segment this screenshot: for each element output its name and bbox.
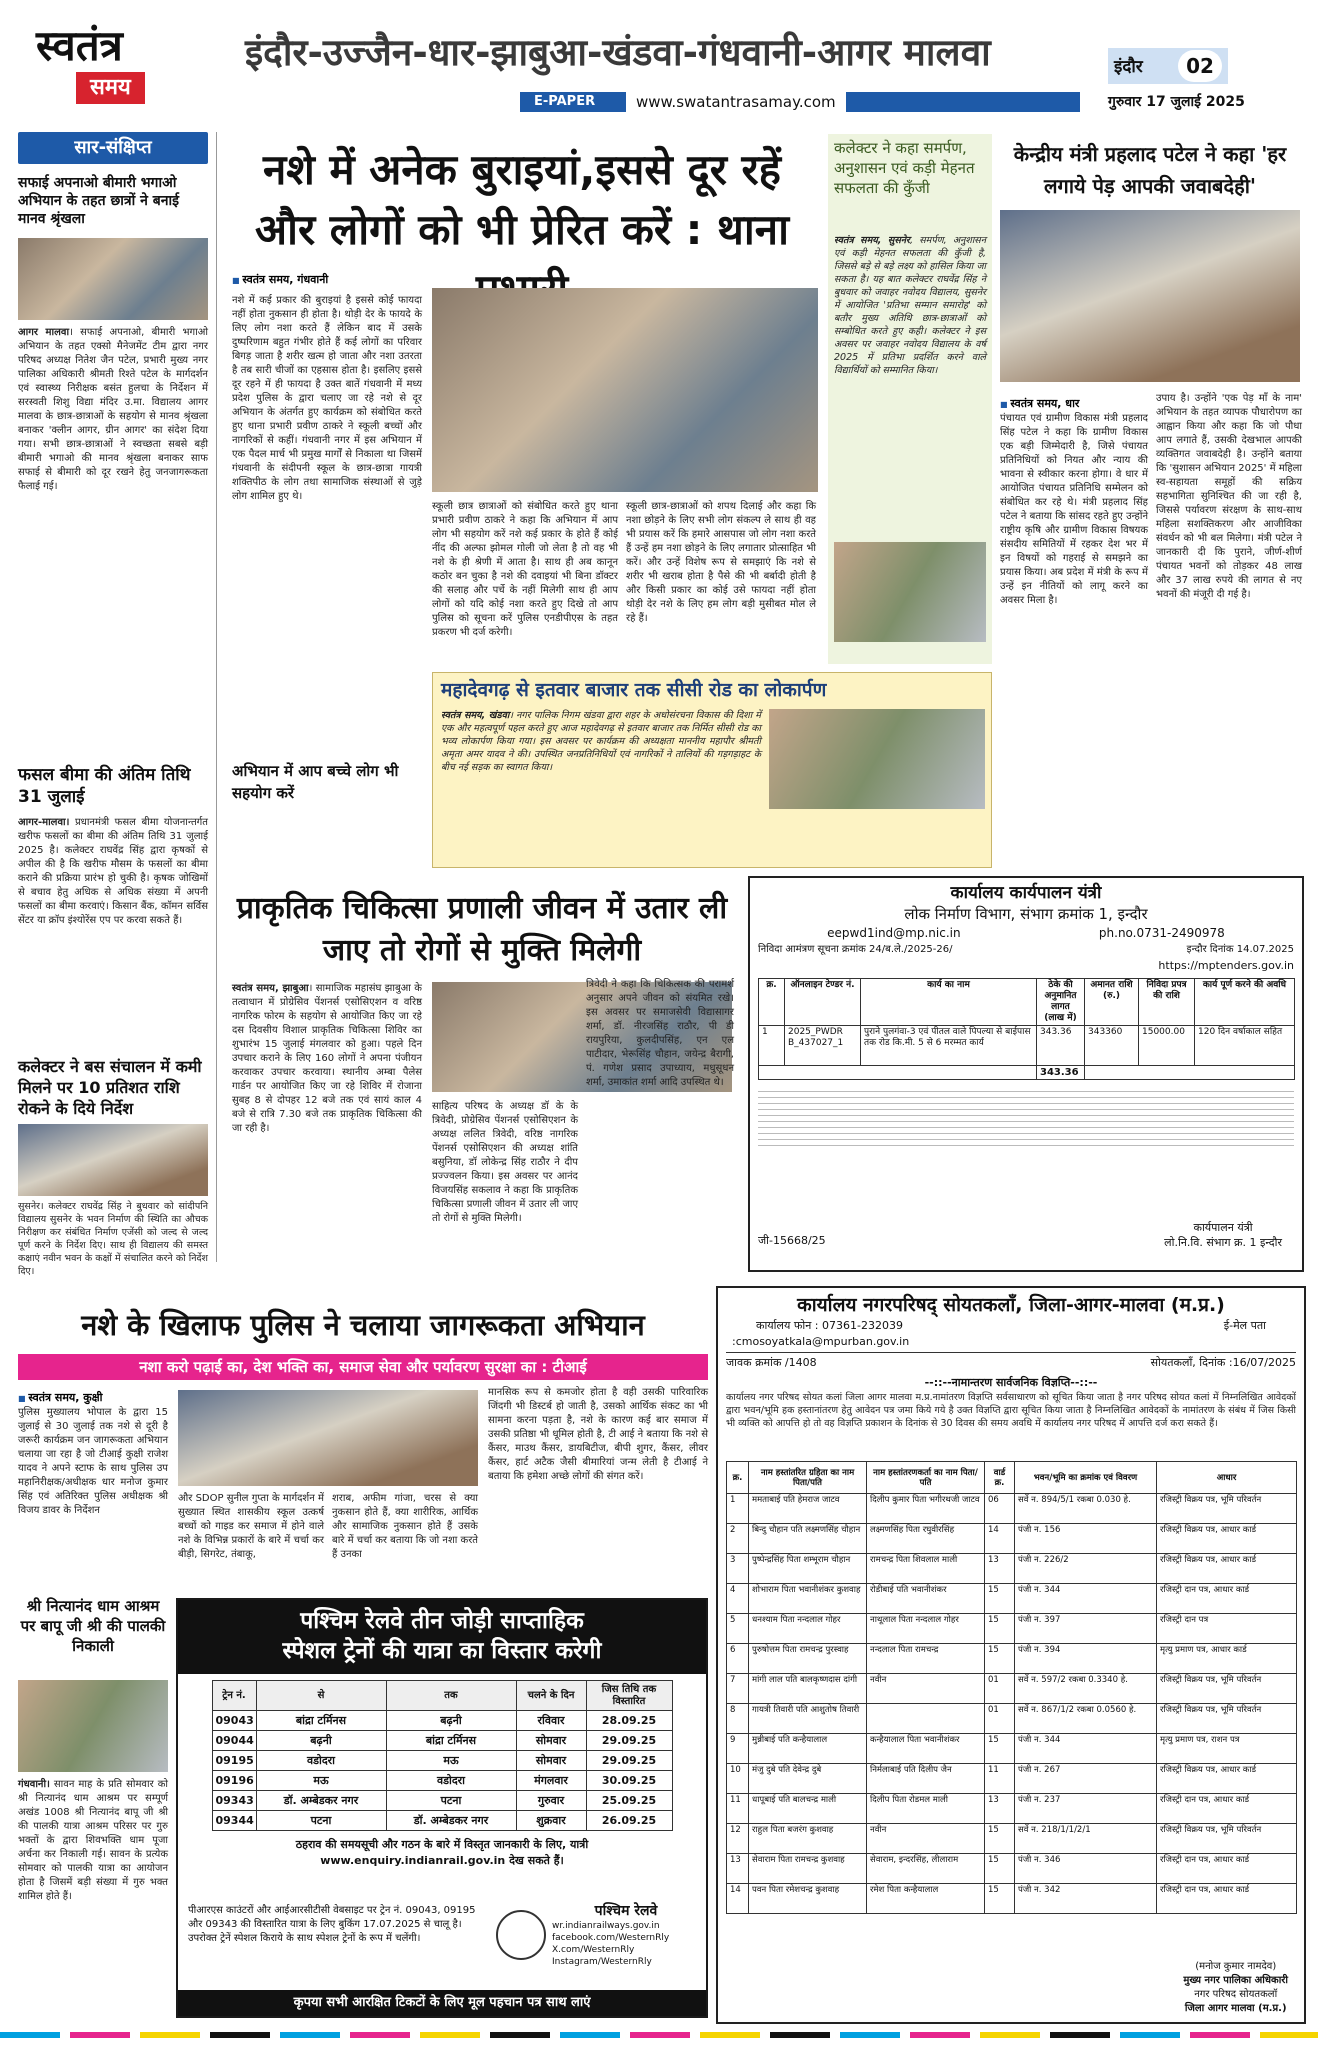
tender-cell: 1 bbox=[759, 1026, 785, 1066]
tender-col-header: क्र. bbox=[759, 979, 785, 1026]
nagar-cell: मुन्नीबाई पति कन्हैयालाल bbox=[749, 1734, 867, 1764]
nagar-cell: 13 bbox=[985, 1554, 1015, 1584]
nagar-cell: सर्वे न. 597/2 रकबा 0.3340 हे. bbox=[1015, 1674, 1157, 1704]
railway-row bbox=[212, 1791, 672, 1811]
nature-col1 bbox=[232, 982, 422, 1282]
nagar-cell: 14 bbox=[727, 1884, 749, 1914]
railway-cell: 09344 bbox=[212, 1811, 256, 1831]
tender-fine-print bbox=[758, 1086, 1294, 1148]
railway-col-header: ट्रेन नं. bbox=[212, 1681, 256, 1711]
railway-cell: 29.09.25 bbox=[586, 1731, 672, 1751]
police-photo bbox=[178, 1390, 478, 1486]
collector-photo bbox=[834, 542, 986, 642]
nagar-cell: पवन पिता रमेशचन्द्र कुशवाह bbox=[749, 1884, 867, 1914]
nagar-cell: शोभाराम पिता भवानीशंकर कुशवाह bbox=[749, 1584, 867, 1614]
brief-2-lead: आगर-मालवा। bbox=[18, 817, 70, 828]
railway-row bbox=[212, 1731, 672, 1751]
railway-cell: डॉ. अम्बेडकर नगर bbox=[256, 1791, 386, 1811]
nagar-cell: धनश्याम पिता नन्दलाल गोहर bbox=[749, 1614, 867, 1644]
nagar-row bbox=[727, 1614, 1297, 1644]
nagar-cell: रजिस्ट्री दान पत्र, आधार कार्ड bbox=[1157, 1884, 1297, 1914]
brief-1-photo bbox=[18, 238, 208, 320]
tender-signature bbox=[1164, 1220, 1282, 1250]
section-header: सार-संक्षिप्त bbox=[18, 132, 208, 164]
tender-col-header: कार्य पूर्ण करने की अवधि bbox=[1195, 979, 1295, 1026]
nagar-cell: नाथूलाल पिता नन्दलाल गोहर bbox=[867, 1614, 985, 1644]
nagar-cell: 15 bbox=[985, 1614, 1015, 1644]
nagar-cell: 2 bbox=[727, 1524, 749, 1554]
nagar-cell: रजिस्ट्री दान पत्र, आधार कार्ड bbox=[1157, 1584, 1297, 1614]
collector-text: समर्पण, अनुशासन एवं कड़ी मेहनत सफलता की कुँजी है, जिससे बड़े से बड़े लक्ष्य को हासिल किया जा सकता है। यह बात कलेक्टर राघवेंद्र सिंह ने बुधवार को जवाहर नवोदय विद्यालय, सुसनेर में आयोजित 'प्रतिभा सम्मान समारोह' को बतौर मुख्य अतिथि छात्र-छात्राओं को सम्बोधित करते हुए कही। कलेक्टर ने इस अवसर पर जवाहर नवोदय विद्यालय के वर्ष 2025 में प्रतिभा प्रदर्शित करने वाले विद्यार्थियों को सम्मानित किया। bbox=[834, 235, 986, 376]
column-divider bbox=[216, 132, 217, 1262]
nagar-row bbox=[727, 1734, 1297, 1764]
nature-col3: त्रिवेदी ने कहा कि चिकित्सक की परामर्श अनुसार अपने जीवन को संयमित रखे। इस अवसर पर समाजसेवी विद्यासागर शर्मा, डॉ. नीरजसिंह राठौर, पी डी रायपुरिया, कुलदीपसिंह, एन एल पाटीदार, भेरूसिंह चौहान, जयेन्द्र बैरागी, पं. गणेश प्रसाद उपाध्याय, मधुसूधन शर्मा, उमाकांत शर्मा आदि उपस्थित थे। bbox=[586, 979, 734, 1088]
nagar-email-label: ई-मेल पता bbox=[1223, 1319, 1266, 1332]
nagar-cell: पंजी न. 397 bbox=[1015, 1614, 1157, 1644]
nagar-cell: 8 bbox=[727, 1704, 749, 1734]
nagar-cell: 01 bbox=[985, 1704, 1015, 1734]
nagar-row bbox=[727, 1674, 1297, 1704]
railway-cell: 25.09.25 bbox=[586, 1791, 672, 1811]
nagar-table bbox=[726, 1461, 1297, 1914]
nagar-cell: रजिस्ट्री विक्रय पत्र, भूमि परिवर्तन bbox=[1157, 1494, 1297, 1524]
tender-col-header: निविदा प्रपत्र की राशि bbox=[1139, 979, 1195, 1026]
nagar-col-header: आधार bbox=[1157, 1462, 1297, 1494]
railway-col-header: से bbox=[256, 1681, 386, 1711]
nagar-phone: कार्यालय फोन : 07361-232039 bbox=[756, 1319, 903, 1332]
masthead bbox=[0, 0, 1318, 118]
nagar-row bbox=[727, 1764, 1297, 1794]
palki-lead: गंधवानी। bbox=[18, 1779, 50, 1790]
collector-title: कलेक्टर ने कहा समर्पण, अनुशासन एवं कड़ी मेहनत सफलता की कुँजी bbox=[834, 139, 975, 197]
nagar-date: सोयतकलाँ, दिनांक :16/07/2025 bbox=[1150, 1356, 1296, 1369]
railway-cell: 26.09.25 bbox=[586, 1811, 672, 1831]
railway-social-1[interactable]: facebook.com/WesternRly bbox=[552, 1933, 670, 1943]
tender-notice bbox=[748, 876, 1304, 1272]
collector-byline: स्वतंत्र समय, सुसनेर bbox=[834, 235, 910, 246]
nagar-cell: लक्ष्मणसिंह पिता रघुवीरसिंह bbox=[867, 1524, 985, 1554]
nagar-col-header: भवन/भूमि का क्रमांक एवं विवरण bbox=[1015, 1462, 1157, 1494]
right-photo bbox=[1000, 210, 1300, 382]
nagar-row bbox=[727, 1884, 1297, 1914]
railway-cell: 09343 bbox=[212, 1791, 256, 1811]
main-photo bbox=[432, 288, 818, 492]
railway-note: ठहराव की समयसूची और गठन के बारे में विस्तृत जानकारी के लिए, यात्री www.enquiry.indianrail.gov.in देख सकते हैं। bbox=[295, 1838, 589, 1867]
nagar-cell bbox=[867, 1704, 985, 1734]
brief-1-title: सफाई अपनाओ बीमारी भगाओ अभियान के तहत छात्रों ने बनाई मानव श्रृंखला bbox=[18, 175, 180, 227]
nature-text-1: । सामाजिक महासंघ झाबुआ के तत्वाधान में प्रोग्रेसिव पेंशनर्स एसोसिएशन व वरिष्ठ नागरिक फोरम के सहयोग से आयोजित किए जा रहे दस दिवसीय विशाल प्राकृतिक चिकित्सा शिविर का शुभारंभ 15 जुलाई मंगलवार को हुआ। पहले दिन उपचार कराने के लिए 160 लोगों ने अपना पंजीयन करवाकर उपचार करवाया। स्थानीय अम्बा पैलेस गार्डन पर आयोजित किए जा रहे शिविर में रोजाना सुबह 8 से दोपहर 12 बजे तक एवं सायं काल 4 बजे से रात्रि 7.30 बजे तक प्राकृतिक चिकित्सा की जा रही है। bbox=[232, 983, 422, 1134]
main-col1: नशे में कई प्रकार की बुराइयां है इससे कोई फायदा नहीं होता नुकसान ही होता है। थोड़ी देर के फायदे के लिए लोग नशा करते हैं लेकिन बाद में उसके दुष्परिणाम बहुत गंभीर होते हैं कई लोगों का परिवार बिगड़ जाता है शरीर खत्म हो जाता और नशा उतरता है तब सारी चीजों का एहसास होता है। इसलिए इससे दूर रहने में ही फायदा है उक्त बातें गंधवानी में मध्य प्रदेश पुलिस के द्वारा चलाए जा रहे नशे से दूर अभियान के अंतर्गत हुए कार्यक्रम को संबोधित करते हुए थाना प्रभारी प्रवीण ठाकरे ने स्कूली बच्चों और नागरिकों से कहीं। गंधवानी नगर में इस अभियान में एक पैदल मार्च भी प्रमुख मार्गों से निकाला था जिसमें गंधवानी के संदीपनी स्कूल के छात्र-छात्रा गायत्री शक्तिपीठ के लोग तथा सामाजिक संस्थाओं से जुड़े लोग शामिल हुए थे। bbox=[232, 295, 422, 502]
nagar-notice-title: --::--नामान्तरण सार्वजनिक विज्ञप्ति--::-- bbox=[924, 1376, 1098, 1389]
tender-sign-1: कार्यपालन यंत्री bbox=[1193, 1221, 1253, 1234]
railway-footer: कृपया सभी आरक्षित टिकटों के लिए मूल पहचान पत्र साथ लाएं bbox=[178, 1990, 706, 2016]
nagar-cell: निर्मलाबाई पति दिलीप जैन bbox=[867, 1764, 985, 1794]
police-headline: नशे के खिलाफ पुलिस ने चलाया जागरूकता अभियान bbox=[81, 1308, 645, 1342]
nagar-cell: 15 bbox=[985, 1734, 1015, 1764]
tender-sign-2: लो.नि.वि. संभाग क्र. 1 इन्दौर bbox=[1164, 1236, 1282, 1249]
logo-bottom: समय bbox=[76, 72, 145, 104]
nagar-intro: कार्यालय नगर परिषद सोयत कलां जिला आगर मालवा म.प्र.नामांतरण विज्ञप्ति सर्वसाधारण को सूचित किया जाता है नगर परिषद सोयत कलां में निम्नलिखित आवेदकों द्वारा भवन/भूमि हक हस्तानांतरण हेतु आवेदन पत्र जमा किये गये है उक्त विज्ञप्ति द्वारा सूचित किया जाता है निम्नलिखित आवेदकों के नामांतरण के संबंध में जिस किसी भी व्यक्ति को आपत्ति हो तो वह विज्ञप्ति प्रकाशन के दिनांक से 30 दिवस की समय अवधि में कार्यालय नगर परिषद में आपत्ति दर्ज करा सकते हैं। bbox=[726, 1392, 1296, 1429]
nagar-cell: रजिस्ट्री दान पत्र, आधार कार्ड bbox=[1157, 1854, 1297, 1884]
nagar-cell: सेवाराम, इन्दरसिंह, लीलाराम bbox=[867, 1854, 985, 1884]
main-col2: स्कूली छात्र छात्राओं को संबोधित करते हुए थाना प्रभारी प्रवीण ठाकरे ने कहा कि अभियान में आप लोग भी सहयोग करें नशे कई प्रकार के होते हैं कोई नींद की अल्फा झोमल गोली जो लेता है तो वह भी नशे के ही श्रेणी में आता है। साथ ही अब कानून कठोर बन चुका है नशे की दवाइयां भी बिना डॉक्टर की सलाह और पर्चे के नहीं मिलेगी साथ ही आप लोगों को यदि कोई नशा करते हुए दिखे तो आप पुलिस को सूचना करें पुलिस एनडीपीएस के तहत प्रकरण भी दर्ज करेगी। bbox=[432, 501, 618, 638]
nagar-row bbox=[727, 1584, 1297, 1614]
railway-cell: रविवार bbox=[516, 1711, 586, 1731]
nagar-cell: रमेश पिता कन्हैयालाल bbox=[867, 1884, 985, 1914]
railway-cell: पटना bbox=[386, 1791, 516, 1811]
nagar-cell: 15 bbox=[985, 1884, 1015, 1914]
tender-notice-no: निविदा आमंत्रण सूचना क्रमांक 24/ब.ले./2025-26/ bbox=[758, 944, 953, 955]
nagar-row bbox=[727, 1644, 1297, 1674]
issue-date: गुरुवार 17 जुलाई 2025 bbox=[1108, 94, 1245, 110]
brief-1-text: । सफाई अपनाओ, बीमारी भगाओ अभियान के तहत एक्सो मैनेजमेंट टीम द्वारा नगर परिषद अध्यक्ष नितेश जैन पटेल, प्रभारी मुख्य नगर पालिका अधिकारी श्रीमती रिश्ते पटेल के मार्गदर्शन एवं स्वास्थ्य निरीक्षक बसंत हुलचा के निर्देशन में सरस्वती शिशु विद्या मंदिर उ.मा. विद्यालय आगर मालवा के छात्र-छात्राओं के सहयोग से मानव श्रृंखला बनाकर 'क्लीन आगर, ग्रीन आगर' का संदेश दिया गया। सभी छात्र-छात्राओं ने स्वच्छता सबसे बड़ी बीमारी भगाओ की मानव श्रृंखला बनाकर साफ सफाई से बीमारी को दूर रखने हेतु जनजागरूकता फैलाई गई। bbox=[18, 327, 208, 492]
road-title: महादेवगढ़ से इतवार बाजार तक सीसी रोड का लोकार्पण bbox=[441, 679, 827, 701]
page-number: 02 bbox=[1178, 50, 1222, 82]
nagar-ref: जावक क्रमांक /1408 bbox=[726, 1356, 817, 1369]
nagar-row bbox=[727, 1704, 1297, 1734]
tender-col-header: ठेके की अनुमानित लागत (लाख में) bbox=[1037, 979, 1085, 1026]
nagar-cell: रोडीबाई पति भवानीशंकर bbox=[867, 1584, 985, 1614]
railway-booking: पीआरएस काउंटरों और आईआरसीटीसी वेबसाइट पर ट्रेन नं. 09043, 09195 और 09343 की विस्तारित यात्रा के लिए बुकिंग 17.07.2025 से चालू है। उपरोक्त ट्रेनें स्पेशल किराये के साथ स्पेशल ट्रेनों के रूप में चलेंगी। bbox=[188, 1905, 476, 1944]
railway-table bbox=[212, 1680, 673, 1831]
tender-phone: ph.no.0731-2490978 bbox=[1098, 926, 1225, 940]
tender-ref-row bbox=[758, 942, 1294, 958]
brief-3-caption: सुसनेर। कलेक्टर राघवेंद्र सिंह ने बुधवार को सांदीपनि विद्यालय सुसनेर के भवन निर्माण की स्थिति का औचक निरीक्षण कर संबंधित निर्माण एजेंसी को जल्द से जल्द पूर्ण करने के निर्देश दिए। साथ ही विद्यालय की समस्त कक्षाएं नवीन भवन के कक्षों में संचालित करने को निर्देश दिए। bbox=[18, 1201, 208, 1277]
railway-social-3[interactable]: Instagram/WesternRly bbox=[552, 1957, 652, 1967]
railway-cell: 30.09.25 bbox=[586, 1771, 672, 1791]
nagar-ref-row bbox=[726, 1352, 1296, 1371]
nagar-cell: 13 bbox=[985, 1794, 1015, 1824]
nagar-cell: पंजी न. 346 bbox=[1015, 1854, 1157, 1884]
road-text: । नगर पालिक निगम खंडवा द्वारा शहर के अधोसंरचना विकास की दिशा में एक और महत्वपूर्ण पहल करते हुए आज महादेवगढ़ से इतवार बाजार तक निर्मित सीसी रोड का भव्य लोकार्पण किया गया। इस अवसर पर कार्यक्रम की अध्यक्षता माननीय महापौर श्रीमती अमृता अमर यादव ने की। उपस्थित जनप्रतिनिधियों एवं नागरिकों ने तालियों की गड़गड़ाहट के बीच नई सड़क का स्वागत किया। bbox=[441, 710, 761, 773]
nagar-cell: मंजु दुबे पति देवेन्द्र दुबे bbox=[749, 1764, 867, 1794]
nagar-cell: रजिस्ट्री विक्रय पत्र, आधार कार्ड bbox=[1157, 1554, 1297, 1584]
nature-headline: प्राकृतिक चिकित्सा प्रणाली जीवन में उतार ली जाए तो रोगों से मुक्ति मिलेगी bbox=[236, 891, 728, 968]
left-column bbox=[18, 132, 208, 1277]
brief-2-title: फसल बीमा की अंतिम तिथि 31 जुलाई bbox=[18, 765, 191, 807]
tender-portal[interactable]: https://mptenders.gov.in bbox=[1158, 959, 1294, 972]
railway-title-2: स्पेशल ट्रेनों की यात्रा का विस्तार करेगी bbox=[282, 1638, 602, 1664]
nagar-cell: पंजी न. 344 bbox=[1015, 1734, 1157, 1764]
nagar-cell: 3 bbox=[727, 1554, 749, 1584]
tender-col-header: ऑनलाइन टेण्डर नं. bbox=[785, 979, 861, 1026]
railway-cell: सोमवार bbox=[516, 1751, 586, 1771]
nagar-cell: सर्वे न. 894/5/1 रकबा 0.030 हे. bbox=[1015, 1494, 1157, 1524]
nagar-cell: सेवाराम पिता रामचन्द्र कुशवाह bbox=[749, 1854, 867, 1884]
brief-3-title: कलेक्टर ने बस संचालन में कमी मिलने पर 10 प्रतिशत राशि रोकने के दिये निर्देश bbox=[18, 1057, 202, 1118]
police-byline-text: ■ स्वतंत्र समय, कुक्षी bbox=[18, 1391, 103, 1404]
brief-2-body bbox=[18, 816, 208, 1046]
nagar-row bbox=[727, 1524, 1297, 1554]
railway-cell: 29.09.25 bbox=[586, 1751, 672, 1771]
tender-row bbox=[759, 1026, 1295, 1066]
railway-col-header: तक bbox=[386, 1681, 516, 1711]
nagar-cell: रजिस्ट्री दान पत्र, आधार कार्ड bbox=[1157, 1794, 1297, 1824]
nagar-cell: रजिस्ट्री विक्रय पत्र, भूमि परिवर्तन bbox=[1157, 1674, 1297, 1704]
railway-cell: सोमवार bbox=[516, 1731, 586, 1751]
tender-col-header: अमानत राशि (रु.) bbox=[1085, 979, 1139, 1026]
nagar-cell: 01 bbox=[985, 1674, 1015, 1704]
website-link[interactable]: www.swatantrasamay.com bbox=[626, 92, 846, 112]
nagar-cell: 11 bbox=[727, 1794, 749, 1824]
epaper-bar bbox=[520, 92, 1080, 112]
police-banner: नशा करो पढ़ाई का, देश भक्ति का, समाज सेवा और पर्यावरण सुरक्षा का : टीआई bbox=[18, 1354, 708, 1380]
railway-cell: गुरुवार bbox=[516, 1791, 586, 1811]
palki-photo bbox=[18, 1680, 168, 1772]
railway-row bbox=[212, 1771, 672, 1791]
palki-body bbox=[18, 1778, 168, 2018]
railway-header-row bbox=[212, 1681, 672, 1711]
nagar-cell: पंजी न. 344 bbox=[1015, 1584, 1157, 1614]
tender-total: 343.36 bbox=[1037, 1066, 1085, 1080]
railway-cell: 09044 bbox=[212, 1731, 256, 1751]
railway-ad bbox=[176, 1598, 708, 2018]
nagar-sign-2: मुख्य नगर पालिका अधिकारी bbox=[1183, 1975, 1288, 1986]
railway-cell: बांद्रा टर्मिनस bbox=[256, 1711, 386, 1731]
nagar-cell: रजिस्ट्री विक्रय पत्र, भूमि परिवर्तन bbox=[1157, 1704, 1297, 1734]
nagar-cell: पंजी न. 267 bbox=[1015, 1764, 1157, 1794]
nagar-signature bbox=[1183, 1960, 1288, 2016]
railway-footer-area bbox=[178, 1900, 706, 1988]
railway-col-header: चलने के दिन bbox=[516, 1681, 586, 1711]
railway-cell: बढ़नी bbox=[386, 1711, 516, 1731]
police-col4: मानसिक रूप से कमजोर होता है वही उसकी पारिवारिक जिंदगी भी डिस्टर्ब हो जाती है, उसको आर्थिक संकट का भी सामना करना पड़ता है, नशे के कारण कई बार समाज में उसकी प्रतिष्ठा भी धूमिल होती है, टी आई ने बताया कि नशे से कैंसर, माउथ कैंसर, डायबिटीज, बीपी शुगर, कैंसर, लीवर कैंसर, हार्ट अटैक जैसी बीमारियां जन्म लेती है टीआई ने बताया कि हमेशा अच्छे लोगों की संगत करें। bbox=[488, 1387, 708, 1482]
police-col1: पुलिस मुख्यालय भोपाल के द्वारा 15 जुलाई से 30 जुलाई तक नशे से दूरी है जरूरी कार्यक्रम जन जागरूकता अभियान चलाया जा रहा है जो टीआई कुक्षी राजेश यादव ने अपने स्टाफ के साथ पुलिस उप महानिरीक्षक/अधीक्षक धार मनोज कुमार सिंह एवं अतिरिक्त पुलिस अधीक्षक श्री विजय डावर के निर्देशन bbox=[18, 1407, 168, 1516]
railway-title-1: पश्चिम रेलवे तीन जोड़ी साप्ताहिक bbox=[300, 1608, 584, 1634]
nagar-cell: गायत्री तिवारी पति आशुतोष तिवारी bbox=[749, 1704, 867, 1734]
nagar-cell: 15 bbox=[985, 1854, 1015, 1884]
nagar-col-header: नाम हस्तांतरित ग्रहिता का नाम पिता/पति bbox=[749, 1462, 867, 1494]
tender-office: कार्यालय कार्यपालन यंत्री bbox=[950, 883, 1102, 903]
railway-row bbox=[212, 1711, 672, 1731]
right-col1: पंचायत एवं ग्रामीण विकास मंत्री प्रहलाद सिंह पटेल ने कहा कि ग्रामीण विकास एक बड़ी जिम्मेदारी है, जिसे पंचायत प्रतिनिधियों को नियत और न्याय की भावना से स्वीकार करना होगा। वे धार में आयोजित पंचायत प्रतिनिधि सम्मेलन को संबोधित कर रहे थे। मंत्री प्रहलाद सिंह पटेल ने बताया कि सांसद रहते हुए उन्होंने राष्ट्रीय कृषि और ग्रामीण विकास विषयक संसदीय समितियों में रहकर देश भर में इन विषयों को गहराई से समझने का प्रयास किया। अब प्रदेश में मंत्री के रूप में उन्हें इन नीतियों को लागू करने का अवसर मिला है। bbox=[1000, 413, 1148, 606]
masthead-headline: इंदौर-उज्जैन-धार-झाबुआ-खंडवा-गंधवानी-आगर मालवा bbox=[245, 31, 991, 74]
tender-cell: 2025_PWDR B_437027_1 bbox=[785, 1026, 861, 1066]
nagar-cell: 12 bbox=[727, 1824, 749, 1854]
railway-cell: वडोदरा bbox=[256, 1751, 386, 1771]
tender-cell: 120 दिन वर्षाकाल सहित bbox=[1195, 1026, 1295, 1066]
nagar-cell: 6 bbox=[727, 1644, 749, 1674]
railway-cell: पटना bbox=[256, 1811, 386, 1831]
railway-cell: बढ़नी bbox=[256, 1731, 386, 1751]
nagar-cell: राहुल पिता बजरंग कुशवाह bbox=[749, 1824, 867, 1854]
tender-dept: लोक निर्माण विभाग, संभाग क्रमांक 1, इन्दौर bbox=[904, 905, 1148, 923]
railway-social-2[interactable]: X.com/WesternRly bbox=[552, 1945, 635, 1955]
tender-email[interactable]: eepwd1ind@mp.nic.in bbox=[827, 926, 961, 940]
nagar-row bbox=[727, 1794, 1297, 1824]
railway-cell: 09195 bbox=[212, 1751, 256, 1771]
right-headline: केन्द्रीय मंत्री प्रहलाद पटेल ने कहा 'हर लगाये पेड़ आपकी जवाबदेही' bbox=[1013, 142, 1287, 198]
main-headline: नशे में अनेक बुराइयां,इससे दूर रहें और लोगों को भी प्रेरित करें : थाना bbox=[255, 145, 789, 254]
brief-1-body bbox=[18, 326, 208, 754]
tender-contacts bbox=[758, 924, 1294, 942]
nagar-sign-3: नगर परिषद सोयतकलॉ bbox=[1194, 1989, 1278, 2000]
nagar-row bbox=[727, 1854, 1297, 1884]
brief-2-text: प्रधानमंत्री फसल बीमा योजनान्तर्गत खरीफ फसलों का बीमा की अंतिम तिथि 31 जुलाई 2025 है। कलेक्टर राघवेंद्र सिंह द्वारा कृषकों से अपील की है कि खरीफ मौसम के फसलों का बीमा कराने की प्रक्रिया प्रारंभ हो चुकी है। कृषक जोखिमों से बचाव हेतु अधिक से अधिक संख्या में अपनी फसलों का बीमा करवाएं। किसान बैंक, कॉमन सर्विस सेंटर या क्रॉप इंश्योरेंस एप पर करवा सकते हैं। bbox=[18, 817, 208, 926]
main-subhead: अभियान में आप बच्चे लोग भी सहयोग करें bbox=[232, 762, 399, 802]
tender-cell: 343.36 bbox=[1037, 1026, 1085, 1066]
tender-cell: 15000.00 bbox=[1139, 1026, 1195, 1066]
nagar-row bbox=[727, 1494, 1297, 1524]
palki-headline: श्री नित्यानंद धाम आश्रम पर बापू जी श्री की पालकी निकाली bbox=[20, 1597, 166, 1655]
road-body bbox=[441, 709, 761, 815]
tender-date: इन्दौर दिनांक 14.07.2025 bbox=[1186, 944, 1294, 955]
road-byline: स्वतंत्र समय, खंडवा bbox=[441, 710, 510, 721]
main-byline: ■ स्वतंत्र समय, गंधवानी bbox=[232, 272, 432, 288]
nagar-cell: 15 bbox=[985, 1824, 1015, 1854]
tender-cell: 343360 bbox=[1085, 1026, 1139, 1066]
road-box bbox=[432, 672, 992, 868]
palki-text: सावन माह के प्रति सोमवार को श्री नित्यानंद धाम आश्रम पर सम्पूर्ण अखंड 1008 श्री नित्यानंद बापू जी श्री की पालकी यात्रा आश्रम परिसर पर गुरु भक्तों के द्वारा शिवभक्ति धाम पूजा अर्चना कर निकाली गई। सावन के प्रत्येक सोमवार को पालकी यात्रा का आयोजन होता है जिसमें बड़ी संख्या में गुरु भक्त शामिल होते हैं। bbox=[18, 1779, 168, 1902]
nagar-cell: धापूबाई पति बालचन्द्र माली bbox=[749, 1794, 867, 1824]
nagar-cell: 15 bbox=[985, 1584, 1015, 1614]
nagar-cell: 15 bbox=[985, 1644, 1015, 1674]
nagar-cell: पंजी न. 156 bbox=[1015, 1524, 1157, 1554]
nagar-cell: रजिस्ट्री विक्रय पत्र, भूमि परिवर्तन bbox=[1157, 1824, 1297, 1854]
right-col2: उपाय है। उन्होंने 'एक पेड़ माँ के नाम' अभियान के तहत व्यापक पौधारोपण का आह्वान किया और कहा कि जो पौधा आप लगाते हैं, उसकी देखभाल आपकी व्यक्तिगत जवाबदेही है। उन्होंने बताया कि 'सुशासन अभियान 2025' में महिला स्व-सहायता समूहों की सक्रिय सहभागिता सुनिश्चित की जा रही है, जिससे पर्यावरण संरक्षण के साथ-साथ महिला सशक्तिकरण और आजीविका संवर्धन को भी बल मिलेगा। मंत्री पटेल ने जानकारी दी कि पुराने, जीर्ण-शीर्ण पंचायत भवनों को तोड़कर 48 लाख और 37 लाख रुपये की लागत से नए भवनों की मंजूरी दी गई है। bbox=[1156, 393, 1303, 600]
tender-cell: पुराने पुलगंवा-3 एवं पीतल वाले पिपल्या से बाईपास तक रोड कि.मी. 5 से 6 मरम्मत कार्य bbox=[861, 1026, 1037, 1066]
nagar-cell: 4 bbox=[727, 1584, 749, 1614]
nagar-cell: पुरुषोत्तम पिता रामचन्द्र पुरस्वाह bbox=[749, 1644, 867, 1674]
epaper-label: E-PAPER bbox=[534, 94, 596, 109]
city-name: इंदौर bbox=[1114, 57, 1143, 77]
nagar-cell: मृत्यु प्रमाण पत्र, राशन पत्र bbox=[1157, 1734, 1297, 1764]
nagar-cell: 06 bbox=[985, 1494, 1015, 1524]
railway-cell: शुक्रवार bbox=[516, 1811, 586, 1831]
nagar-col-header: वार्ड क्र. bbox=[985, 1462, 1015, 1494]
nagar-cell: नन्दलाल पिता रामचन्द्र bbox=[867, 1644, 985, 1674]
nagar-cell: दिलीप पिता रोडमल माली bbox=[867, 1794, 985, 1824]
nagar-cell: 1 bbox=[727, 1494, 749, 1524]
nagar-cell: नवीन bbox=[867, 1824, 985, 1854]
nagar-cell: मांगी लाल पति बालकृष्णदास दांगी bbox=[749, 1674, 867, 1704]
right-byline bbox=[1000, 392, 1150, 408]
railway-cell: मऊ bbox=[386, 1751, 516, 1771]
nagar-col-header: क्र. bbox=[727, 1462, 749, 1494]
nagar-cell: सर्वे न. 218/1/1/2/1 bbox=[1015, 1824, 1157, 1854]
logo bbox=[36, 22, 186, 112]
nagar-cell: रजिस्ट्री दान पत्र bbox=[1157, 1614, 1297, 1644]
railway-emblem bbox=[496, 1910, 546, 1960]
nagar-cell: पंजी न. 237 bbox=[1015, 1794, 1157, 1824]
nagar-col-header: नाम हस्तांतरणकर्ता का नाम पिता/पति bbox=[867, 1462, 985, 1494]
nagar-cell: रजिस्ट्री विक्रय पत्र, आधार कार्ड bbox=[1157, 1764, 1297, 1794]
page-tag bbox=[1108, 48, 1228, 84]
nagar-cell: 11 bbox=[985, 1764, 1015, 1794]
nagar-header-row bbox=[727, 1462, 1297, 1494]
nagar-cell: दिलीप कुमार पिता भगीरथजी जाटव bbox=[867, 1494, 985, 1524]
nagar-cell: 5 bbox=[727, 1614, 749, 1644]
nagar-notice bbox=[716, 1286, 1306, 2024]
nagar-cell: 7 bbox=[727, 1674, 749, 1704]
tender-table bbox=[758, 978, 1295, 1080]
railway-cell: 28.09.25 bbox=[586, 1711, 672, 1731]
nagar-title: कार्यालय नगरपरिषद् सोयतकलाँ, जिला-आगर-मालवा (म.प्र.) bbox=[797, 1294, 1225, 1316]
main-col3: स्कूली छात्र-छात्राओं को शपथ दिलाई और कहा कि नशा छोड़ने के लिए सभी लोग संकल्प ले साथ ही वह भी प्रयास करें कि हमारे आसपास जो लोग नशा करते हैं उन्हें हम नशा छोड़ने के लिए लगातार प्रोत्साहित भी करें। और उन्हें विशेष रूप से समझाएं कि नशे से शरीर भी खराब होता है पैसे की भी बर्बादी होती है और किसी प्रकार का कोई उसे फायदा नहीं होता थोड़ी देर नशे के लिए हम लोग बड़ी मुसीबत मोल ले रहे हैं। bbox=[626, 501, 816, 624]
nagar-cell: पंजी न. 226/2 bbox=[1015, 1554, 1157, 1584]
nagar-cell: पुष्पेन्द्रसिंह पिता शम्भूराम चौहान bbox=[749, 1554, 867, 1584]
railway-cell: डॉ. अम्बेडकर नगर bbox=[386, 1811, 516, 1831]
nagar-cell: 13 bbox=[727, 1854, 749, 1884]
nagar-cell: ममताबाई पति हेमराज जाटव bbox=[749, 1494, 867, 1524]
nagar-email[interactable]: :cmosoyatkala@mpurban.gov.in bbox=[732, 1335, 910, 1348]
collector-box bbox=[828, 134, 992, 664]
railway-cell: मऊ bbox=[256, 1771, 386, 1791]
nagar-cell: रामचन्द्र पिता शिवलाल माली bbox=[867, 1554, 985, 1584]
nagar-row bbox=[727, 1554, 1297, 1584]
logo-top: स्वतंत्र bbox=[36, 21, 123, 70]
police-col2: और SDOP सुनील गुप्ता के मार्गदर्शन में सुख्यात स्थित शासकीय स्कूल उत्कर्ष बच्चों को गाइड कर समाज में होने वाले नशे के विभिन्न प्रकारों के बारे में चर्चा कर बीड़ी, सिगरेट, तंबाकू, bbox=[178, 1493, 324, 1560]
nagar-sign-1: (मनोज कुमार नामदेव) bbox=[1195, 1961, 1277, 1972]
color-registration-bar bbox=[0, 2032, 1318, 2038]
nagar-cell: रजिस्ट्री विक्रय पत्र, आधार कार्ड bbox=[1157, 1524, 1297, 1554]
nagar-cell: सर्वे न. 867/1/2 रकबा 0.0560 हे. bbox=[1015, 1704, 1157, 1734]
nagar-cell: 9 bbox=[727, 1734, 749, 1764]
nagar-row bbox=[727, 1824, 1297, 1854]
tender-header-row bbox=[759, 979, 1295, 1026]
railway-title-band bbox=[178, 1600, 706, 1674]
railway-brand: पश्चिम रेलवे bbox=[594, 1903, 658, 1919]
railway-cell: वडोदरा bbox=[386, 1771, 516, 1791]
tender-total-row bbox=[759, 1066, 1295, 1080]
tender-ref: जी-15668/25 bbox=[758, 1234, 826, 1247]
nagar-cell: 10 bbox=[727, 1764, 749, 1794]
collector-body: स्वतंत्र समय, सुसनेर, समर्पण, अनुशासन एवं कड़ी मेहनत सफलता की कुँजी है, जिससे बड़े से बड़े लक्ष्य को हासिल किया जा सकता है। यह बात कलेक्टर राघवेंद्र सिंह ने बुधवार को जवाहर नवोदय विद्यालय, सुसनेर में आयोजित 'प्रतिभा सम्मान समारोह' को बतौर मुख्य अतिथि छात्र-छात्राओं को सम्बोधित करते हुए कही। कलेक्टर ने इस अवसर पर जवाहर नवोदय विद्यालय के वर्ष 2025 में प्रतिभा प्रदर्शित करने वाले विद्यार्थियों को सम्मानित किया। bbox=[834, 235, 986, 376]
railway-col-header: जिस तिथि तक विस्तारित bbox=[586, 1681, 672, 1711]
police-col3: शराब, अफीम गांजा, चरस से क्या नुकसान होते हैं, क्या शारीरिक, आर्थिक और सामाजिक नुकसान होते हैं उसके बारे में चर्चा कर बताया कि जो नशा करते हैं उनका bbox=[332, 1493, 478, 1560]
railway-cell: मंगलवार bbox=[516, 1771, 586, 1791]
brief-1-lead: आगर मालवा bbox=[18, 327, 70, 338]
nagar-contacts bbox=[726, 1318, 1296, 1334]
nagar-cell: कन्हैयालाल पिता भवानीशंकर bbox=[867, 1734, 985, 1764]
nagar-cell: बिन्दु चौहान पति लक्ष्मणसिंह चौहान bbox=[749, 1524, 867, 1554]
railway-cell: 09196 bbox=[212, 1771, 256, 1791]
road-photo bbox=[769, 709, 985, 809]
railway-cell: 09043 bbox=[212, 1711, 256, 1731]
nagar-cell: 14 bbox=[985, 1524, 1015, 1554]
railway-brand-block bbox=[552, 1902, 700, 1986]
tender-col-header: कार्य का नाम bbox=[861, 979, 1037, 1026]
railway-row bbox=[212, 1751, 672, 1771]
nagar-cell: मृत्यु प्रमाण पत्र, आधार कार्ड bbox=[1157, 1644, 1297, 1674]
nagar-cell: पंजी न. 342 bbox=[1015, 1884, 1157, 1914]
railway-row bbox=[212, 1811, 672, 1831]
railway-cell: बांद्रा टर्मिनस bbox=[386, 1731, 516, 1751]
nagar-cell: नवीन bbox=[867, 1674, 985, 1704]
nagar-sign-4: जिला आगर मालवा (म.प्र.) bbox=[1184, 2003, 1287, 2014]
railway-site[interactable]: wr.indianrailways.gov.in bbox=[552, 1921, 660, 1931]
nature-col2: साहित्य परिषद के अध्यक्ष डॉ के के त्रिवेदी, प्रोग्रेसिव पेंशनर्स एसोसिएशन के अध्यक्ष ललित त्रिवेदी, वरिष्ठ नागरिक पेंशनर्स एसोसिएशन की अध्यक्ष शांति बसुनिया, डॉ लोकेन्द्र सिंह राठौर ने दीप प्रज्ज्वलन किया। इस अवसर पर आनंद विजयसिंह सकलाव ने कहा कि प्राकृतिक चिकित्सा प्रणाली जीवन में उतार ली जाए तो रोगों से मुक्ति मिलेगी। bbox=[432, 1101, 578, 1224]
brief-3-photo bbox=[18, 1124, 208, 1196]
nature-byline: स्वतंत्र समय, झाबुआ bbox=[232, 983, 309, 994]
nagar-cell: पंजी न. 394 bbox=[1015, 1644, 1157, 1674]
right-byline-text: ■ स्वतंत्र समय, धार bbox=[1000, 397, 1079, 410]
